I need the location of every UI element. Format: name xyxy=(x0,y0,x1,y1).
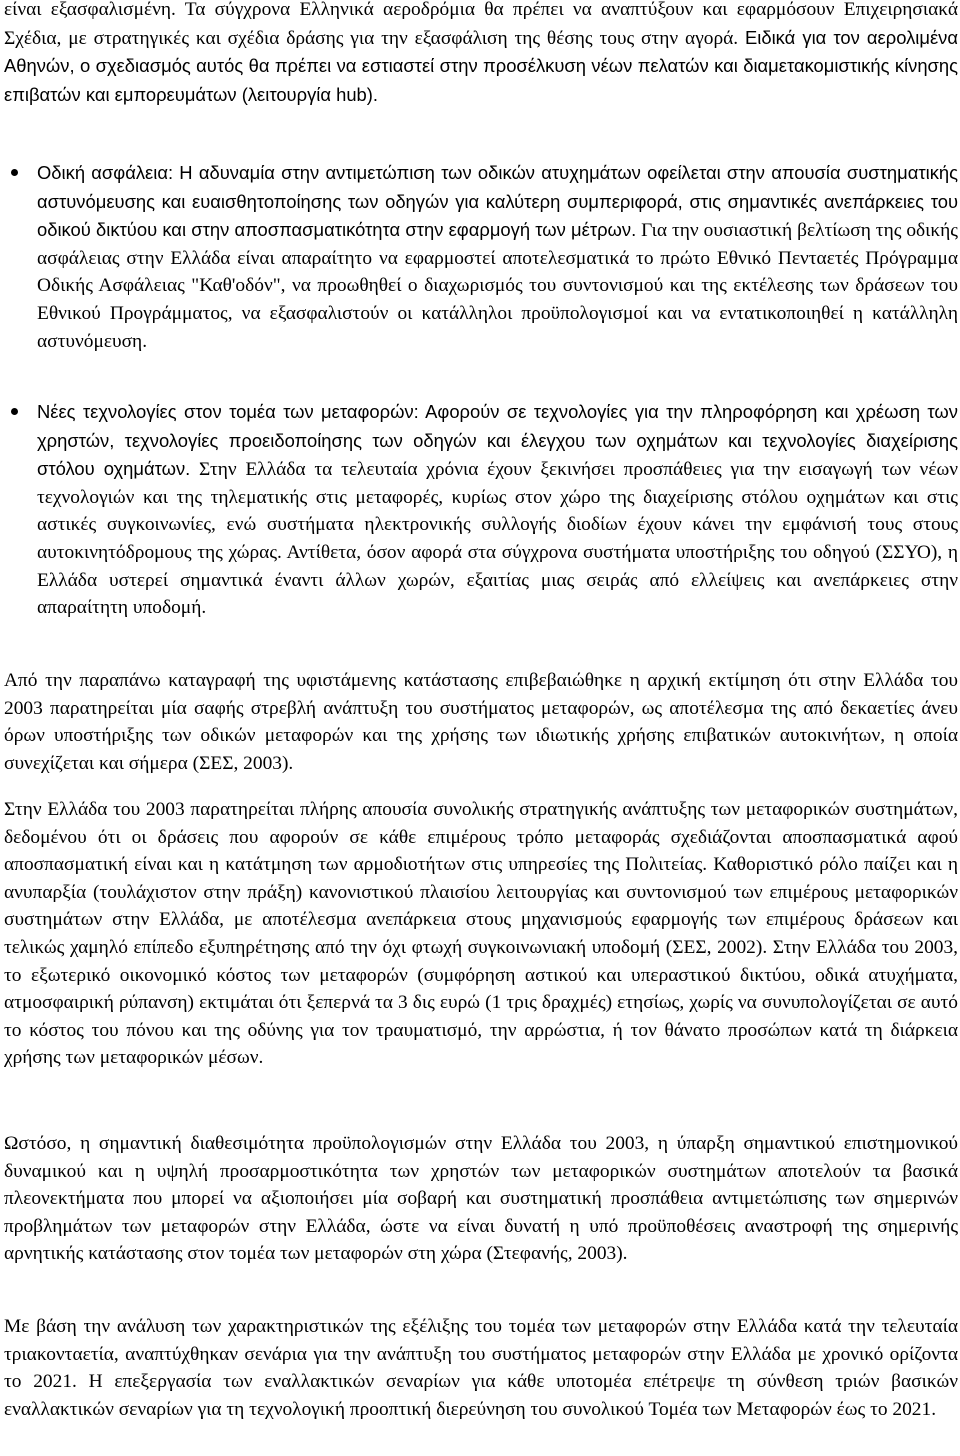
bullet-lead-road-safety: Οδική ασφάλεια: Η αδυναμία στην αντιμετώπιση των οδικών ατυχημάτων οφείλεται στην απουσία συστηματικής αστυνόμευσης και ευαισθητοποίησης των οδηγών για καλύτερη συμπεριφορά, στις σημαντικές ανεπάρκειες του οδικού δικτύου και στην αποσπασματικότητα στην εφαρμογή των μέτρων. xyxy=(37,162,958,241)
bullet-body-new-technologies: Στην Ελλάδα τα τελευταία χρόνια έχουν ξεκινήσει προσπάθειες για την εισαγωγή των νέων τεχνολογιών και της τηλεματικής στις μεταφορές, κυρίως στον χώρο της διαχείρισης στόλου οχημάτων και στις αστικές συγκοινωνίες, ενώ συστήματα ηλεκτρονικής συλλογής διοδίων έχουν κάνει την εμφάνισή τους στους αυτοκινητόδρομους της χώρας. Αντίθετα, όσον αφορά στα σύγχρονα συστήματα υποστήριξης του οδηγού (ΣΣΥΟ), η Ελλάδα υστερεί σημαντικά έναντι άλλων χωρών, εξαιτίας μιας σειράς από ελλείψεις και ανεπάρκειες στην απαραίτητη υποδομή. xyxy=(37,459,958,619)
bullet-body-road-safety: Για την ουσιαστική βελτίωση της οδικής ασφάλειας στην Ελλάδα είναι απαραίτητο να εφαρμοστεί αποτελεσματικά το πρώτο Εθνικό Πενταετές Πρόγραμμα Οδικής Ασφάλειας "Καθ'οδόν", να προωθηθεί ο διαχωρισμός του συντονισμού και της εκτέλεσης των δράσεων του Εθνικού Προγράμματος, να εξασφαλιστούν οι κατάλληλοι προϋπολογισμοί και να εντατικοποιηθεί η κατάλληλη αστυνόμευση. xyxy=(37,220,958,352)
continuation-text-serif: είναι εξασφαλισμένη. Τα σύγχρονα Ελληνικά αεροδρόμια θα πρέπει να αναπτύξουν και εφαρμόσουν Επιχειρησιακά Σχέδια, με στρατηγικές και σχέδια δράσης για την εξασφάλιση της θέσης τους στην αγορά. xyxy=(4,0,958,49)
continuation-text-sans: Ειδικά για τον αερολιμένα Αθηνών, ο σχεδιασμός αυτός θα πρέπει να εστιαστεί στην προσέλκυση νέων πελατών και διαμετακομιστικής κίνησης επιβατών και εμπορευμάτων (λειτουργία hub). xyxy=(4,26,958,105)
bullet-icon xyxy=(11,169,18,176)
bullet-lead-new-technologies: Νέες τεχνολογίες στον τομέα των μεταφορών: Αφορούν σε τεχνολογίες για την πληροφόρηση και χρέωση των χρηστών, τεχνολογίες προειδοποίησης των οδηγών και έλεγχου των οχημάτων και τεχνολογίες διαχείρισης στόλου οχημάτων. xyxy=(37,401,958,480)
paragraph-current-state: Από την παραπάνω καταγραφή της υφιστάμενης κατάστασης επιβεβαιώθηκε η αρχική εκτίμηση ότι στην Ελλάδα του 2003 παρατηρείται μία σαφής στρεβλή ανάπτυξη του συστήματος μεταφορών, ως αποτέλεσμα της από δεκαετίες άνευ όρων υποστήριξης των οδικών μεταφορών και της χρήσης των ιδιωτικής χρήσης επιβατικών αυτοκινήτων, η οποία συνεχίζεται και σήμερα (ΣΕΣ, 2003). xyxy=(4,670,958,774)
bullet-icon xyxy=(11,408,18,415)
continuation-paragraph xyxy=(4,0,958,109)
bullet-text-new-technologies xyxy=(37,398,958,622)
paragraph-strategy-absence: Στην Ελλάδα του 2003 παρατηρείται πλήρης απουσία συνολικής στρατηγικής ανάπτυξης των μεταφορικών συστημάτων, δεδομένου ότι οι δράσεις που αφορούν σε κάθε επιμέρους τρόπο μεταφοράς σχεδιάζονται αποσπασματικά αφού αποσπασματική είναι και η κατάτμηση των αρμοδιοτήτων στις υπηρεσίες της Πολιτείας. Καθοριστικό ρόλο παίζει και η ανυπαρξία (τουλάχιστον στην πράξη) κανονιστικού πλαισίου λειτουργίας και συντονισμού των επιμέρους μεταφορικών συστημάτων στην Ελλάδα, με αποτέλεσμα ανεπάρκεια στους μηχανισμούς εφαρμογής των επιμέρους δράσεων και τελικώς χαμηλό επίπεδο εξυπηρέτησης από την όχι φτωχή συγκοινωνιακή υποδομή (ΣΕΣ, 2002). Στην Ελλάδα του 2003, το εξωτερικό οικονομικό κόστος των μεταφορών (συμφόρηση αστικού και υπεραστικού δικτύου, οδικά ατυχήματα, ατμοσφαιρική ρύπανση) εκτιμάται ότι ξεπερνά τα 3 δις ευρώ (1 τρις δραχμές) ετησίως, χωρίς να συνυπολογίζεται σε αυτό το κόστος του πόνου και της οδύνης για τον τραυματισμό, την αρρώστια, ή τον θάνατο προσώπων κατά τη διάρκεια χρήσης των μεταφορικών μέσων. xyxy=(4,799,958,1069)
paragraph-advantages: Ωστόσο, η σημαντική διαθεσιμότητα προϋπολογισμών στην Ελλάδα του 2003, η ύπαρξη σημαντικού επιστημονικού δυναμικού και η υψηλή προσαρμοστικότητα των χρηστών των μεταφορικών συστημάτων αποτελούν τα βασικά πλεονεκτήματα που μπορεί να αξιοποιήσει μία σοβαρή και συστηματική προσπάθεια αντιμετώπισης των σημερινών προβλημάτων των μεταφορών στην Ελλάδα, ώστε να είναι δυνατή η υπό προϋποθέσεις αναστροφή της σημερινής αρνητικής κατάστασης στον τομέα των μεταφορών στη χώρα (Στεφανής, 2003). xyxy=(4,1133,958,1265)
bullet-text-road-safety xyxy=(37,159,958,355)
paragraph-scenarios: Με βάση την ανάλυση των χαρακτηριστικών της εξέλιξης του τομέα των μεταφορών στην Ελλάδα κατά την τελευταία τριακονταετία, αναπτύχθηκαν σενάρια για την ανάπτυξη του συστήματος μεταφορών στην Ελλάδα με χρονικό ορίζοντα το 2021. Η επεξεργασία των εναλλακτικών σεναρίων για κάθε υποτομέα επέτρεψε τη σύνθεση τριών βασικών εναλλακτικών σεναρίων για τη τεχνολογική προοπτική διερεύνηση του συνολικού Τομέα των Μεταφορών έως το 2021. xyxy=(4,1316,958,1420)
